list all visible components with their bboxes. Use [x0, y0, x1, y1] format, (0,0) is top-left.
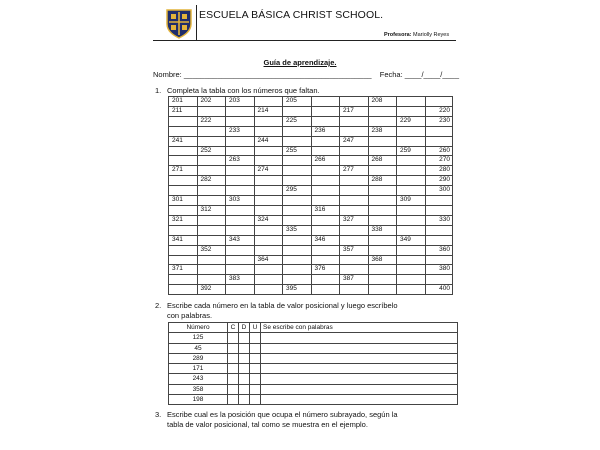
grid-cell: 301 — [169, 196, 198, 206]
place-value-number: 289 — [169, 353, 228, 363]
grid-row — [169, 205, 453, 215]
grid-cell[interactable] — [397, 176, 426, 186]
grid-cell[interactable] — [397, 215, 426, 225]
grid-cell[interactable] — [368, 136, 397, 146]
place-value-header: C — [228, 323, 239, 333]
grid-row — [169, 156, 453, 166]
grid-cell: 259 — [397, 146, 426, 156]
digit-answer-cell[interactable] — [250, 374, 261, 384]
grid-cell[interactable] — [425, 235, 453, 245]
words-answer-cell[interactable] — [261, 395, 458, 405]
grid-cell[interactable] — [340, 186, 369, 196]
digit-answer-cell[interactable] — [239, 353, 250, 363]
grid-cell[interactable] — [283, 176, 312, 186]
grid-cell: 316 — [311, 205, 340, 215]
grid-cell[interactable] — [425, 205, 453, 215]
number-grid — [168, 96, 453, 295]
grid-cell[interactable] — [397, 106, 426, 116]
grid-cell[interactable] — [283, 106, 312, 116]
question-1 — [155, 86, 455, 96]
question-2 — [155, 301, 455, 321]
grid-cell[interactable] — [169, 205, 198, 215]
grid-cell[interactable] — [197, 156, 226, 166]
grid-cell[interactable] — [254, 235, 283, 245]
school-name: ESCUELA BÁSICA CHRIST SCHOOL. — [199, 9, 384, 21]
grid-cell: 330 — [425, 215, 453, 225]
grid-cell: 338 — [368, 225, 397, 235]
place-value-header: U — [250, 323, 261, 333]
grid-cell[interactable] — [226, 176, 255, 186]
grid-cell[interactable] — [340, 146, 369, 156]
digit-answer-cell[interactable] — [239, 374, 250, 384]
grid-cell[interactable] — [425, 225, 453, 235]
grid-cell[interactable] — [169, 285, 198, 295]
grid-cell: 260 — [425, 146, 453, 156]
grid-cell[interactable] — [311, 176, 340, 186]
grid-cell: 241 — [169, 136, 198, 146]
teacher-name: Mariolly Reyes — [413, 32, 450, 38]
grid-cell[interactable] — [197, 225, 226, 235]
grid-cell[interactable] — [283, 245, 312, 255]
grid-cell[interactable] — [340, 126, 369, 136]
grid-cell[interactable] — [397, 166, 426, 176]
grid-cell[interactable] — [368, 186, 397, 196]
grid-cell[interactable] — [340, 225, 369, 235]
grid-cell[interactable] — [226, 245, 255, 255]
grid-cell: 349 — [397, 235, 426, 245]
grid-cell: 282 — [197, 176, 226, 186]
grid-cell[interactable] — [226, 146, 255, 156]
grid-cell: 383 — [226, 275, 255, 285]
grid-cell: 230 — [425, 116, 453, 126]
grid-cell[interactable] — [340, 285, 369, 295]
grid-cell[interactable] — [254, 265, 283, 275]
grid-cell: 290 — [425, 176, 453, 186]
place-value-row — [169, 343, 458, 353]
grid-cell[interactable] — [254, 225, 283, 235]
grid-cell: 225 — [283, 116, 312, 126]
grid-row — [169, 245, 453, 255]
grid-cell: 233 — [226, 126, 255, 136]
grid-row — [169, 136, 453, 146]
grid-cell[interactable] — [169, 156, 198, 166]
grid-cell[interactable] — [254, 186, 283, 196]
grid-cell: 295 — [283, 186, 312, 196]
grid-row — [169, 97, 453, 107]
grid-cell: 288 — [368, 176, 397, 186]
digit-answer-cell[interactable] — [228, 374, 239, 384]
grid-cell[interactable] — [197, 215, 226, 225]
grid-cell[interactable] — [254, 205, 283, 215]
question-2-text-2: con palabras. — [167, 311, 213, 320]
grid-cell: 271 — [169, 166, 198, 176]
question-3-text-2: tabla de valor posicional, tal como se muestra en el ejemplo. — [167, 420, 368, 429]
words-answer-cell[interactable] — [261, 343, 458, 353]
grid-cell: 357 — [340, 245, 369, 255]
place-value-row — [169, 374, 458, 384]
grid-cell[interactable] — [368, 245, 397, 255]
question-3-text-1: Escribe cual es la posición que ocupa el número subrayado, según la — [167, 410, 398, 419]
grid-cell[interactable] — [311, 275, 340, 285]
name-date-line — [153, 70, 459, 79]
grid-cell: 387 — [340, 275, 369, 285]
grid-cell[interactable] — [197, 255, 226, 265]
date-blank[interactable]: ____/____/____ — [404, 70, 460, 79]
grid-cell: 341 — [169, 235, 198, 245]
grid-cell: 252 — [197, 146, 226, 156]
grid-cell: 217 — [340, 106, 369, 116]
grid-cell[interactable] — [340, 205, 369, 215]
grid-cell[interactable] — [254, 146, 283, 156]
place-value-number: 243 — [169, 374, 228, 384]
grid-cell: 270 — [425, 156, 453, 166]
grid-cell[interactable] — [254, 176, 283, 186]
grid-cell[interactable] — [397, 265, 426, 275]
grid-cell[interactable] — [283, 255, 312, 265]
grid-cell: 309 — [397, 196, 426, 206]
grid-cell[interactable] — [254, 126, 283, 136]
grid-cell[interactable] — [397, 275, 426, 285]
grid-cell[interactable] — [340, 116, 369, 126]
grid-cell: 222 — [197, 116, 226, 126]
grid-cell: 238 — [368, 126, 397, 136]
school-crest-icon — [165, 8, 193, 39]
words-answer-cell[interactable] — [261, 364, 458, 374]
digit-answer-cell[interactable] — [228, 364, 239, 374]
words-answer-cell[interactable] — [261, 353, 458, 363]
grid-cell[interactable] — [226, 225, 255, 235]
grid-cell[interactable] — [169, 126, 198, 136]
grid-cell[interactable] — [197, 186, 226, 196]
digit-answer-cell[interactable] — [239, 395, 250, 405]
grid-cell[interactable] — [397, 136, 426, 146]
place-value-number: 45 — [169, 343, 228, 353]
grid-cell[interactable] — [311, 255, 340, 265]
grid-cell[interactable] — [340, 235, 369, 245]
digit-answer-cell[interactable] — [250, 343, 261, 353]
grid-cell: 324 — [254, 215, 283, 225]
place-value-number: 171 — [169, 364, 228, 374]
grid-cell: 277 — [340, 166, 369, 176]
grid-cell[interactable] — [226, 136, 255, 146]
grid-cell[interactable] — [254, 196, 283, 206]
grid-cell[interactable] — [283, 156, 312, 166]
question-1-text: Completa la tabla con los números que faltan. — [167, 86, 320, 95]
grid-cell: 201 — [169, 97, 198, 107]
name-label: Nombre: — [153, 70, 182, 79]
grid-cell[interactable] — [226, 285, 255, 295]
grid-cell[interactable] — [397, 285, 426, 295]
grid-cell[interactable] — [197, 106, 226, 116]
digit-answer-cell[interactable] — [250, 333, 261, 343]
grid-cell[interactable] — [368, 285, 397, 295]
grid-cell[interactable] — [425, 97, 453, 107]
grid-cell[interactable] — [226, 106, 255, 116]
grid-cell[interactable] — [254, 285, 283, 295]
grid-cell: 220 — [425, 106, 453, 116]
date-label: Fecha: — [379, 70, 403, 79]
grid-cell: 211 — [169, 106, 198, 116]
grid-cell[interactable] — [368, 265, 397, 275]
grid-cell[interactable] — [368, 205, 397, 215]
grid-cell[interactable] — [226, 166, 255, 176]
words-answer-cell[interactable] — [261, 333, 458, 343]
grid-cell[interactable] — [340, 265, 369, 275]
grid-cell[interactable] — [197, 126, 226, 136]
grid-cell[interactable] — [397, 225, 426, 235]
grid-cell[interactable] — [169, 245, 198, 255]
grid-cell[interactable] — [368, 106, 397, 116]
grid-cell[interactable] — [283, 196, 312, 206]
place-value-table — [168, 322, 458, 405]
grid-cell: 360 — [425, 245, 453, 255]
digit-answer-cell[interactable] — [239, 343, 250, 353]
grid-cell[interactable] — [169, 255, 198, 265]
grid-cell: 263 — [226, 156, 255, 166]
grid-cell[interactable] — [425, 136, 453, 146]
grid-cell[interactable] — [226, 255, 255, 265]
grid-cell[interactable] — [397, 97, 426, 107]
grid-cell[interactable] — [397, 245, 426, 255]
digit-answer-cell[interactable] — [228, 353, 239, 363]
grid-row — [169, 116, 453, 126]
grid-cell[interactable] — [425, 196, 453, 206]
grid-cell[interactable] — [311, 146, 340, 156]
digit-answer-cell[interactable] — [250, 384, 261, 394]
place-value-row — [169, 364, 458, 374]
grid-cell[interactable] — [197, 265, 226, 275]
grid-cell: 203 — [226, 97, 255, 107]
grid-row — [169, 265, 453, 275]
grid-cell: 376 — [311, 265, 340, 275]
digit-answer-cell[interactable] — [228, 343, 239, 353]
grid-cell[interactable] — [340, 255, 369, 265]
grid-cell: 392 — [197, 285, 226, 295]
grid-cell[interactable] — [311, 196, 340, 206]
grid-cell[interactable] — [197, 136, 226, 146]
digit-answer-cell[interactable] — [239, 384, 250, 394]
digit-answer-cell[interactable] — [239, 333, 250, 343]
grid-cell[interactable] — [283, 235, 312, 245]
grid-cell[interactable] — [169, 186, 198, 196]
grid-cell[interactable] — [169, 146, 198, 156]
grid-cell[interactable] — [311, 186, 340, 196]
grid-cell: 400 — [425, 285, 453, 295]
question-2-number: 2. — [155, 301, 162, 310]
grid-cell[interactable] — [197, 275, 226, 285]
words-answer-cell[interactable] — [261, 384, 458, 394]
grid-cell[interactable] — [311, 225, 340, 235]
grid-cell[interactable] — [425, 275, 453, 285]
grid-cell[interactable] — [340, 176, 369, 186]
grid-cell[interactable] — [226, 215, 255, 225]
grid-cell[interactable] — [283, 205, 312, 215]
grid-cell[interactable] — [340, 97, 369, 107]
grid-cell[interactable] — [283, 166, 312, 176]
grid-cell[interactable] — [254, 245, 283, 255]
grid-cell[interactable] — [311, 136, 340, 146]
grid-cell[interactable] — [311, 285, 340, 295]
grid-cell: 395 — [283, 285, 312, 295]
grid-cell[interactable] — [368, 275, 397, 285]
grid-cell[interactable] — [368, 196, 397, 206]
question-2-text-1: Escribe cada número en la tabla de valor posicional y luego escríbelo — [167, 301, 398, 310]
grid-cell[interactable] — [397, 255, 426, 265]
place-value-row — [169, 333, 458, 343]
place-value-header-row — [169, 323, 458, 333]
place-value-number: 125 — [169, 333, 228, 343]
grid-cell[interactable] — [254, 97, 283, 107]
place-value-row — [169, 384, 458, 394]
grid-cell[interactable] — [368, 215, 397, 225]
grid-cell[interactable] — [254, 116, 283, 126]
grid-cell: 266 — [311, 156, 340, 166]
grid-cell[interactable] — [397, 205, 426, 215]
grid-cell: 268 — [368, 156, 397, 166]
header-divider — [196, 5, 197, 41]
grid-cell[interactable] — [368, 235, 397, 245]
grid-cell[interactable] — [169, 275, 198, 285]
grid-cell: 352 — [197, 245, 226, 255]
grid-cell[interactable] — [311, 97, 340, 107]
grid-row — [169, 146, 453, 156]
name-blank[interactable]: _____________________________________________ — [183, 70, 372, 79]
grid-cell: 346 — [311, 235, 340, 245]
grid-row — [169, 176, 453, 186]
words-answer-cell[interactable] — [261, 374, 458, 384]
grid-cell: 208 — [368, 97, 397, 107]
page-title: Guía de aprendizaje. — [263, 58, 337, 67]
grid-cell: 335 — [283, 225, 312, 235]
place-value-header: D — [239, 323, 250, 333]
digit-answer-cell[interactable] — [250, 395, 261, 405]
grid-cell[interactable] — [425, 126, 453, 136]
grid-cell[interactable] — [283, 265, 312, 275]
digit-answer-cell[interactable] — [250, 353, 261, 363]
grid-cell[interactable] — [368, 116, 397, 126]
grid-cell[interactable] — [169, 116, 198, 126]
place-value-row — [169, 395, 458, 405]
grid-row — [169, 235, 453, 245]
question-3 — [155, 410, 455, 430]
grid-cell[interactable] — [254, 275, 283, 285]
grid-cell[interactable] — [397, 186, 426, 196]
grid-cell[interactable] — [397, 126, 426, 136]
digit-answer-cell[interactable] — [228, 395, 239, 405]
grid-row — [169, 186, 453, 196]
grid-cell: 229 — [397, 116, 426, 126]
grid-row — [169, 285, 453, 295]
grid-cell[interactable] — [311, 106, 340, 116]
grid-cell[interactable] — [283, 275, 312, 285]
grid-row — [169, 255, 453, 265]
grid-cell: 343 — [226, 235, 255, 245]
grid-cell: 327 — [340, 215, 369, 225]
grid-cell[interactable] — [226, 205, 255, 215]
grid-cell: 236 — [311, 126, 340, 136]
grid-row — [169, 275, 453, 285]
teacher-line — [384, 32, 449, 38]
digit-answer-cell[interactable] — [228, 333, 239, 343]
grid-cell: 274 — [254, 166, 283, 176]
digit-answer-cell[interactable] — [250, 364, 261, 374]
place-value-number: 358 — [169, 384, 228, 394]
grid-cell[interactable] — [283, 136, 312, 146]
place-value-header: Se escribe con palabras — [261, 323, 458, 333]
grid-cell[interactable] — [368, 146, 397, 156]
question-1-number: 1. — [155, 86, 162, 95]
grid-cell[interactable] — [226, 186, 255, 196]
grid-cell[interactable] — [368, 166, 397, 176]
grid-cell[interactable] — [425, 255, 453, 265]
grid-row — [169, 106, 453, 116]
grid-cell[interactable] — [283, 215, 312, 225]
grid-cell: 214 — [254, 106, 283, 116]
grid-cell[interactable] — [311, 245, 340, 255]
grid-row — [169, 166, 453, 176]
grid-cell: 380 — [425, 265, 453, 275]
question-3-number: 3. — [155, 410, 162, 419]
grid-cell: 255 — [283, 146, 312, 156]
grid-cell[interactable] — [197, 166, 226, 176]
grid-row — [169, 225, 453, 235]
grid-cell[interactable] — [169, 176, 198, 186]
grid-cell: 368 — [368, 255, 397, 265]
grid-cell: 303 — [226, 196, 255, 206]
grid-cell[interactable] — [226, 265, 255, 275]
grid-cell[interactable] — [283, 126, 312, 136]
grid-cell[interactable] — [311, 215, 340, 225]
grid-row — [169, 126, 453, 136]
grid-cell[interactable] — [197, 196, 226, 206]
grid-cell[interactable] — [311, 116, 340, 126]
grid-cell: 364 — [254, 255, 283, 265]
grid-cell: 202 — [197, 97, 226, 107]
grid-cell: 371 — [169, 265, 198, 275]
place-value-row — [169, 353, 458, 363]
grid-cell: 321 — [169, 215, 198, 225]
grid-cell: 300 — [425, 186, 453, 196]
grid-cell: 244 — [254, 136, 283, 146]
place-value-header: Número — [169, 323, 228, 333]
grid-row — [169, 196, 453, 206]
grid-cell[interactable] — [340, 156, 369, 166]
header-rule — [153, 40, 456, 41]
grid-cell[interactable] — [169, 225, 198, 235]
grid-cell: 247 — [340, 136, 369, 146]
digit-answer-cell[interactable] — [228, 384, 239, 394]
digit-answer-cell[interactable] — [239, 364, 250, 374]
grid-row — [169, 215, 453, 225]
grid-cell: 312 — [197, 205, 226, 215]
grid-cell[interactable] — [340, 196, 369, 206]
teacher-label: Profesora: — [384, 32, 412, 38]
grid-cell[interactable] — [197, 235, 226, 245]
grid-cell: 280 — [425, 166, 453, 176]
grid-cell[interactable] — [397, 156, 426, 166]
grid-cell[interactable] — [226, 116, 255, 126]
grid-cell[interactable] — [311, 166, 340, 176]
grid-cell: 205 — [283, 97, 312, 107]
grid-cell[interactable] — [254, 156, 283, 166]
place-value-number: 198 — [169, 395, 228, 405]
